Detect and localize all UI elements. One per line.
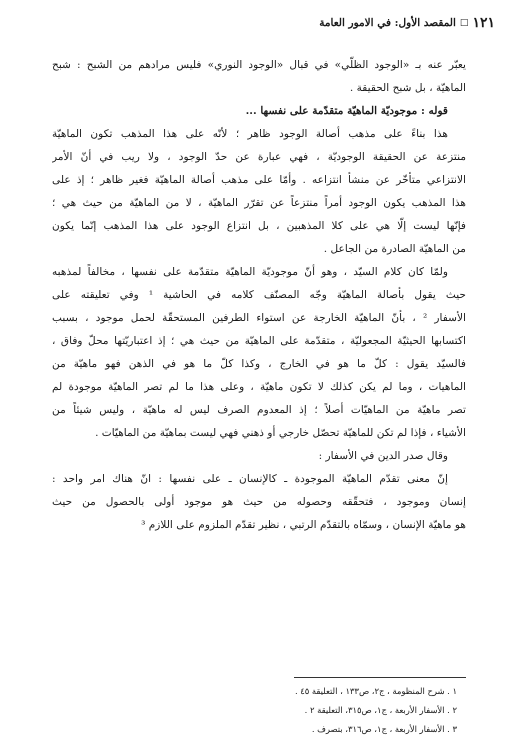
text-line: هو ماهيّة الإنسان ، وسمّاه بالتقدّم الرتبي ، نظير تقدّم الملزوم على اللازم ³ [141, 519, 466, 531]
text-line: تصر ماهيّة من الماهيّات أصلاً ؛ إذ المعدوم الصرف ليس له ماهيّة ، وليس شيئاً من [52, 404, 466, 416]
text-line: فإنّها ليست إلّا هي على كلا المذهبين ، بل انتزاع الوجود على هذا المذهب إنّما يكون [52, 220, 466, 232]
footnote-divider [294, 677, 466, 678]
page-number: ١٢١ [472, 15, 495, 31]
footnote-item: ٣ . الأسفار الأربعة ، ج١، ص٣١٦، بتصرف . [311, 724, 457, 734]
text-line: الأشياء ، فإذا لم تكن للماهيّة تحصّل خارجي أو ذهني فهي ليست بماهيّة من الماهيّات . [95, 427, 466, 439]
text-line: ولمّا كان كلام السيّد ، وهو أنّ موجوديّة الماهيّة متقدّمة على نفسها ، مخالفاً لمذهبه [52, 266, 448, 278]
text-line: فالسيّد يقول : كلّ ما هو في الخارج ، وكذا كلّ ما هو في الذهن فهو ماهيّة من [52, 358, 466, 370]
running-header [20, 13, 495, 33]
text-line: الانتزاعي متأخّر عن منشأ انتزاعه . وأمّا على مذهب أصالة الماهيّة فغير ظاهر ؛ إذ على [52, 174, 466, 186]
footnote-item: ٢ . الأسفار الأربعة ، ج١، ص٣١٥، التعليقة ٢ . [304, 705, 457, 715]
header-separator: □ [459, 17, 469, 28]
footnote-item: ١ . شرح المنظومة ، ج٢، ص١٣٣ ، التعليقة ٤٥ . [294, 686, 457, 696]
text-line: الماهيّة ، بل شبح الحقيقة . [349, 82, 466, 94]
header-title: المقصد الأول: في الامور العامة [319, 17, 456, 29]
text-line: هذا المذهب يكون الوجود أمراً منتزعاً عن تقرّر الماهيّة ، لا من الماهيّة من حيث هي ؛ [52, 197, 466, 209]
body-text [52, 54, 466, 537]
text-line: يعبّر عنه بـ «الوجود الظلّي» في قبال «الوجود النوري» فليس مرادهم من الشبح : شبح [52, 59, 466, 71]
footnotes [160, 682, 457, 739]
text-line: اكتسابها الحيثيّة المجعوليّة ، متقدّمة على الماهيّة من حيث هي ؛ إذ اعتباريّتها محلّ وفاق ، [52, 335, 466, 347]
text-line: حيث يقول بأصالة الماهيّة وجّه المصنّف كلامه في الحاشية ¹ وفي تعليقته على [52, 289, 466, 301]
text-line: الأسفار ² ، بأنّ الماهيّة الخارجة عن استواء الطرفين المستحقّة لحمل موجود ، بسبب [52, 312, 466, 324]
text-line: قوله : موجوديّة الماهيّة متقدّمة على نفسها ... [245, 105, 448, 117]
text-line: من الماهيّة الصادرة من الجاعل . [323, 243, 466, 255]
text-line: إنّ معنى تقدّم الماهيّة الموجودة ـ كالإنسان ـ على نفسها : انّ هناك امر واحد : [52, 473, 448, 485]
text-line: منتزعة عن الحقيقة الوجوديّة ، فهي عبارة عن حدّ الوجود ، ولا ريب في أنّ الأمر [52, 151, 466, 163]
text-line: وقال صدر الدين في الأسفار : [318, 450, 448, 462]
text-line: إنسان وموجود ، فتحقّقه وحصوله من حيث هو موجود أولى بالحصول من حيث [52, 496, 466, 508]
text-line: هذا بناءً على مذهب أصالة الوجود ظاهر ؛ لأنّه على هذا المذهب تكون الماهيّة [52, 128, 448, 140]
text-line: الماهيات ، وما لم يكن كذلك لا تكون ماهيّة ، وعلى هذا ما لم تصر الماهيّة موجودة لم [52, 381, 466, 393]
